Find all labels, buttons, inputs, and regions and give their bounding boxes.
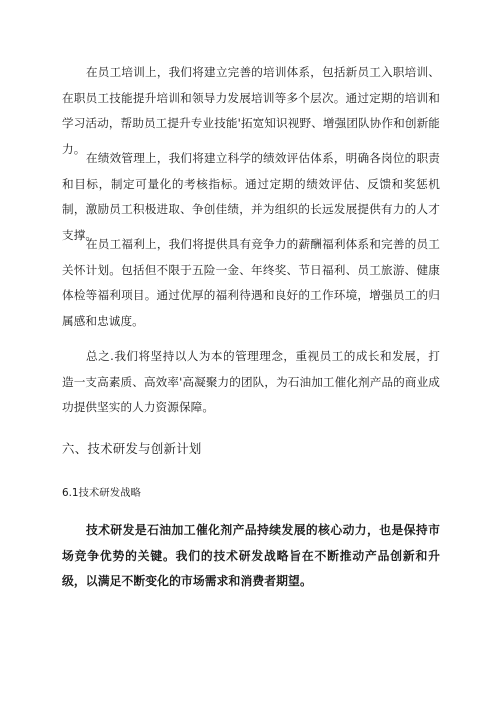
- paragraph-employee-benefits: 在员工福利上，我们将提供具有竞争力的薪酬福利体系和完善的员工关怀计划。包括但不限于五险一金、年终奖、节日福利、员工旅游、健康体检等福利项目。通过优厚的福利待遇和良好的工作环境，增强员工的归属感和忠诚度。: [62, 237, 440, 328]
- section-heading: 六、技术研发与创新计划: [62, 441, 202, 456]
- paragraph-summary: 总之.我们将坚持以人为本的管理理念，重视员工的成长和发展，打造一支高素质、高效率'高凝聚力的团队，为石油加工催化剂产品的商业成功提供坚实的人力资源保障。: [62, 349, 440, 414]
- subsection-heading: 6.1技术研发战略: [62, 487, 141, 499]
- paragraph-performance-management: 在绩效管理上，我们将建立科学的绩效评估体系，明确各岗位的职责和目标，制定可量化的考核指标。通过定期的绩效评估、反馈和奖惩机制，激励员工积极进取、争创佳绩，并为组织的长远发展提供有力的人才支撑。: [62, 151, 440, 242]
- paragraph-employee-training: 在员工培训上，我们将建立完善的培训体系，包括新员工入职培训、在职员工技能提升培训和领导力发展培训等多个层次。通过定期的培训和学习活动，帮助员工提升专业技能'拓宽知识视野、增强团队协作和创新能力。: [62, 65, 440, 156]
- paragraph-rd-strategy: 技术研发是石油加工催化剂产品持续发展的核心动力，也是保持市场竞争优势的关键。我们的技术研发战略旨在不断推动产品创新和升级，以满足不断变化的市场需求和消费者期望。: [62, 523, 440, 588]
